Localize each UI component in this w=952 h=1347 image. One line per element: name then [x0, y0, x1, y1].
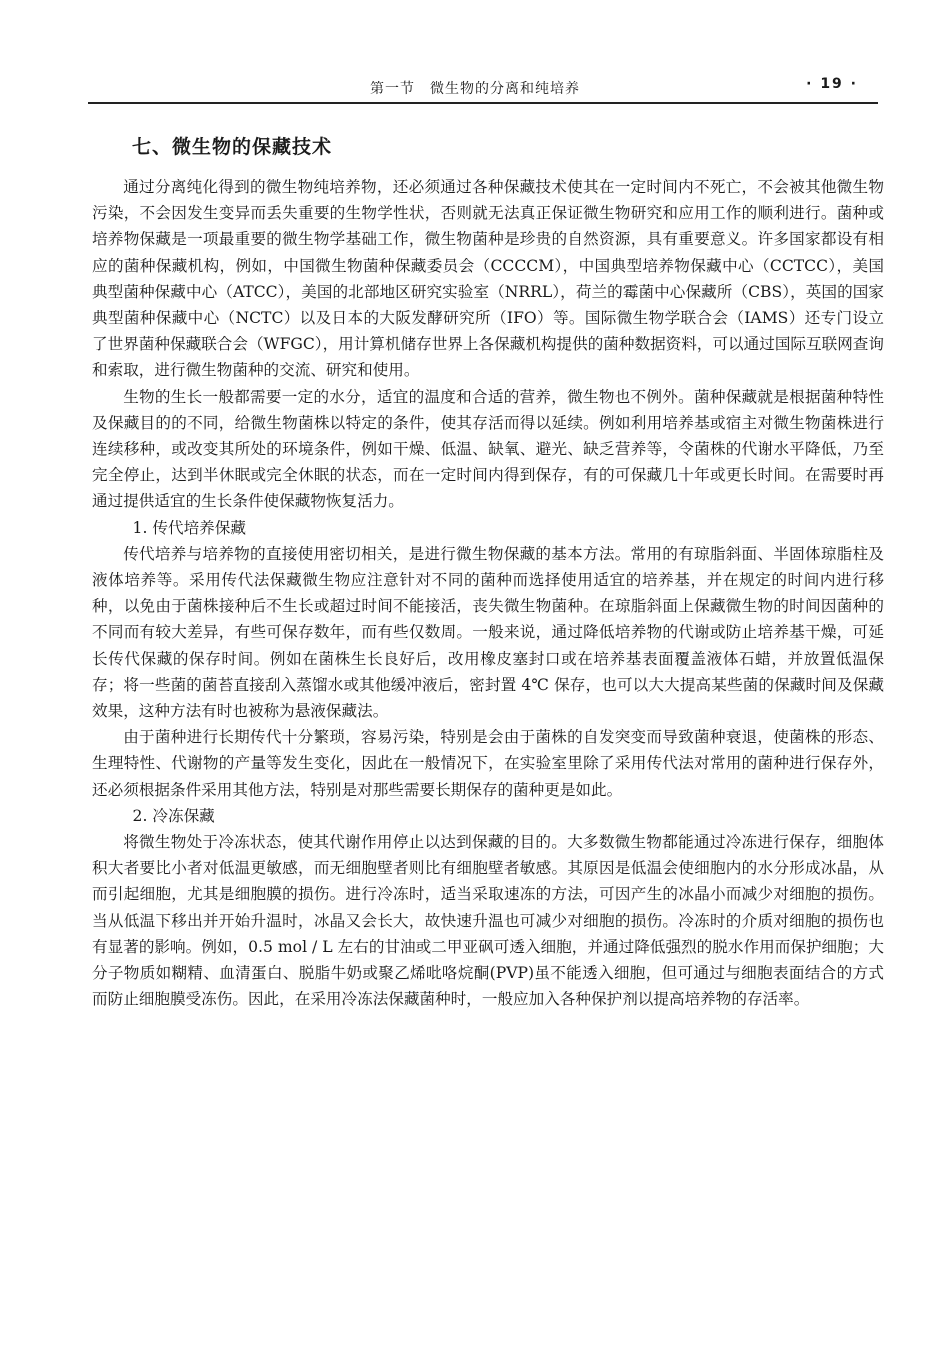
running-header	[88, 66, 878, 104]
subsection-heading: 1. 传代培养保藏	[132, 518, 246, 537]
paragraph: 通过分离纯化得到的微生物纯培养物，还必须通过各种保藏技术使其在一定时间内不死亡，不会被其他微生物污染，不会因发生变异而丢失重要的生物学性状，否则就无法真正保证微生物研究和应用工作的顺利进行。菌种或培养物保藏是一项最重要的微生物学基础工作，微生物菌种是珍贵的自然资源，具有重要意义。许多国家都设有相应的菌种保藏机构，例如，中国微生物菌种保藏委员会（CCCCM），中国典型培养物保藏中心（CCTCC），美国典型菌种保藏中心（ATCC），美国的北部地区研究实验室（NRRL），荷兰的霉菌中心保藏所（CBS），英国的国家典型菌种保藏中心（NCTC）以及日本的大阪发酵研究所（IFO）等。国际微生物学联合会（IAMS）还专门设立了世界菌种保藏联合会（WFGC），用计算机储存世界上各保藏机构提供的菌种数据资料，可以通过国际互联网查询和索取，进行微生物菌种的交流、研究和使用。	[92, 178, 884, 380]
chapter-title: 第一节 微生物的分离和纯培养	[370, 81, 580, 97]
body-text	[92, 174, 884, 1013]
page-number: · 19 ·	[806, 76, 858, 92]
paragraph: 生物的生长一般都需要一定的水分，适宜的温度和合适的营养，微生物也不例外。菌种保藏就是根据菌种特性及保藏目的的不同，给微生物菌株以特定的条件，使其存活而得以延续。例如利用培养基或宿主对微生物菌株进行连续移种，或改变其所处的环境条件，例如干燥、低温、缺氧、避光、缺乏营养等，令菌株的代谢水平降低，乃至完全停止，达到半休眠或完全休眠的状态，而在一定时间内得到保存，有的可保藏几十年或更长时间。在需要时再通过提供适宜的生长条件使保藏物恢复活力。	[92, 387, 884, 511]
paragraph: 将微生物处于冷冻状态，使其代谢作用停止以达到保藏的目的。大多数微生物都能通过冷冻进行保存，细胞体积大者要比小者对低温更敏感，而无细胞壁者则比有细胞壁者敏感。其原因是低温会使细胞内的水分形成冰晶，从而引起细胞，尤其是细胞膜的损伤。进行冷冻时，适当采取速冻的方法，可因产生的冰晶小而减少对细胞的损伤。当从低温下移出并开始升温时，冰晶又会长大，故快速升温也可减少对细胞的损伤。冷冻时的介质对细胞的损伤也有显著的影响。例如，0.5 mol / L 左右的甘油或二甲亚砜可透入细胞，并通过降低强烈的脱水作用而保护细胞；大分子物质如糊精、血清蛋白、脱脂牛奶或聚乙烯吡咯烷酮(PVP)虽不能透入细胞，但可通过与细胞表面结合的方式而防止细胞膜受冻伤。因此，在采用冷冻法保藏菌种时，一般应加入各种保护剂以提高培养物的存活率。	[92, 833, 884, 1009]
section-heading: 七、微生物的保藏技术	[132, 136, 333, 158]
paragraph: 传代培养与培养物的直接使用密切相关，是进行微生物保藏的基本方法。常用的有琼脂斜面、半固体琼脂柱及液体培养等。采用传代法保藏微生物应注意针对不同的菌种而选择使用适宜的培养基，并在规定的时间内进行移种，以免由于菌株接种后不生长或超过时间不能接活，丧失微生物菌种。在琼脂斜面上保藏微生物的时间因菌种的不同而有较大差异，有些可保存数年，而有些仅数周。一般来说，通过降低培养物的代谢或防止培养基干燥，可延长传代保藏的保存时间。例如在菌株生长良好后，改用橡皮塞封口或在培养基表面覆盖液体石蜡，并放置低温保存；将一些菌的菌苔直接刮入蒸馏水或其他缓冲液后，密封置 4℃ 保存，也可以大大提高某些菌的保藏时间及保藏效果，这种方法有时也被称为悬液保藏法。	[92, 544, 884, 721]
subsection-heading: 2. 冷冻保藏	[132, 806, 215, 825]
paragraph: 由于菌种进行长期传代十分繁琐，容易污染，特别是会由于菌株的自发突变而导致菌种衰退，使菌株的形态、生理特性、代谢物的产量等发生变化，因此在一般情况下，在实验室里除了采用传代法对常用的菌种进行保存外，还必须根据条件采用其他方法，特别是对那些需要长期保存的菌种更是如此。	[92, 728, 884, 799]
